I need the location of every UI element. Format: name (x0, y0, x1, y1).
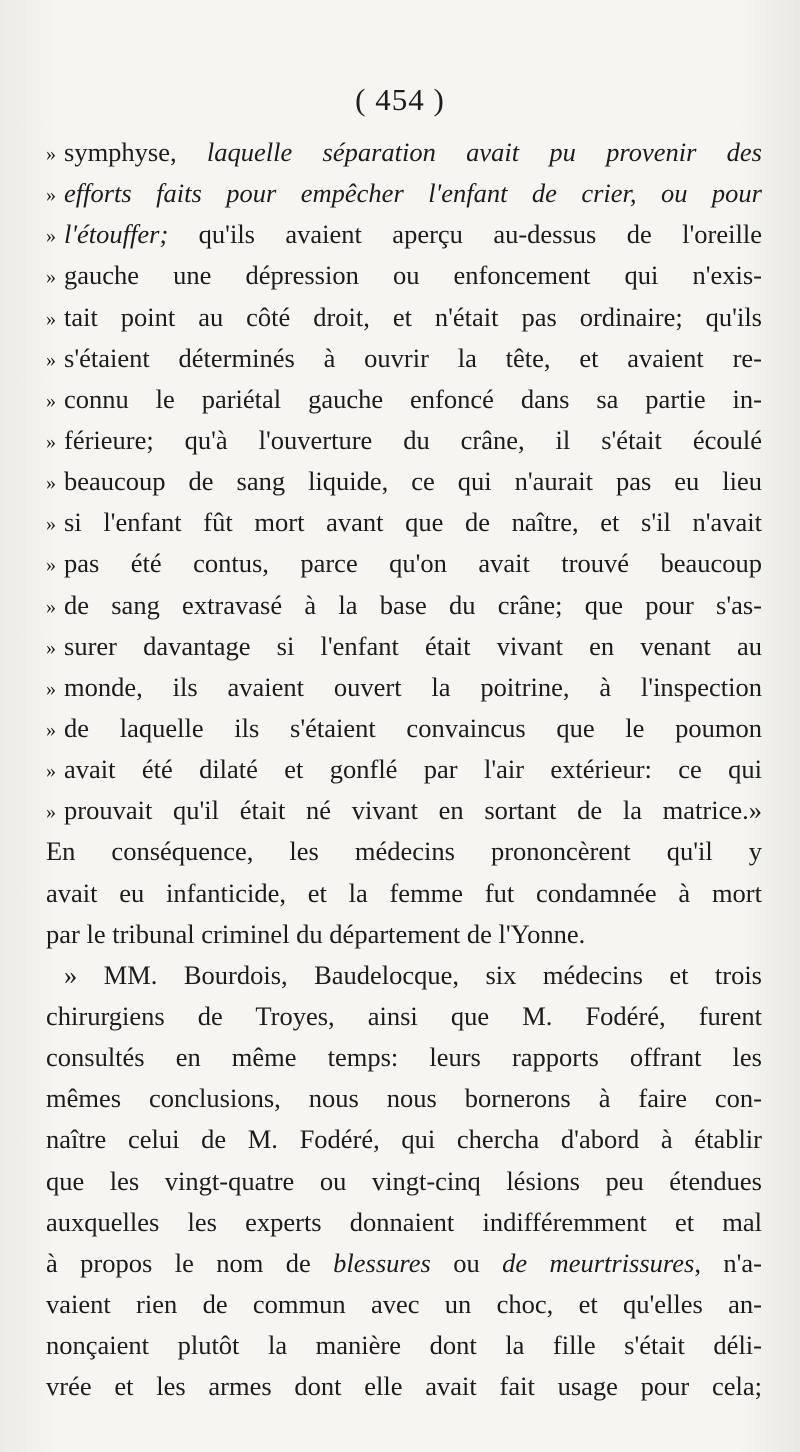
text-line (46, 132, 762, 173)
quote-mark: » (46, 266, 56, 289)
text-line (46, 379, 762, 420)
text-run: beaucoup de sang liquide, ce qui n'aurait pas eu lieu (64, 466, 762, 497)
text-line (46, 955, 762, 996)
quote-mark: » (46, 595, 56, 618)
text-run: gauche une dépression ou enfoncement qui n'exis- (64, 260, 762, 291)
text-line (46, 1037, 762, 1078)
text-run: que les vingt-quatre ou vingt-cinq lésions peu étendues (46, 1165, 762, 1196)
quote-mark: » (46, 472, 56, 495)
text-run: monde, ils avaient ouvert la poitrine, à l'inspection (64, 671, 762, 702)
text-line (46, 790, 762, 831)
quote-mark: » (46, 225, 56, 248)
text-run: avait été dilaté et gonflé par l'air extérieur: ce qui (64, 754, 762, 785)
text-line (46, 338, 762, 379)
text-line (46, 873, 762, 914)
italic-text: de meurtrissures (502, 1247, 695, 1278)
quote-mark: » (46, 636, 56, 659)
quote-mark: » (46, 389, 56, 412)
text-run: de sang extravasé à la base du crâne; que pour s'as- (64, 589, 762, 620)
text-run: connu le pariétal gauche enfoncé dans sa partie in- (64, 383, 762, 414)
text-run: pas été contus, parce qu'on avait trouvé beaucoup (64, 548, 762, 579)
italic-text: l'étouffer; (64, 219, 169, 250)
text-line (46, 297, 762, 338)
quote-mark: » (46, 430, 56, 453)
text-run: En conséquence, les médecins prononcèrent qu'il y (46, 836, 762, 867)
italic-text: laquelle séparation avait pu provenir des (206, 137, 762, 167)
text-run: symphyse, (64, 137, 207, 167)
quote-mark: » (46, 513, 56, 536)
text-run: vaient rien de commun avec un choc, et qu'elles an- (46, 1288, 762, 1319)
text-run: qu'ils avaient aperçu au-dessus de l'oreille (168, 219, 762, 250)
text-line (46, 173, 762, 214)
text-line (46, 461, 762, 502)
text-line (46, 667, 762, 708)
text-line (46, 420, 762, 461)
text-line (46, 749, 762, 790)
text-line (46, 996, 762, 1037)
quote-mark: » (46, 143, 56, 165)
text-line (46, 1325, 762, 1366)
text-run: de laquelle ils s'étaient convaincus que le poumon (64, 712, 762, 743)
text-line (46, 1284, 762, 1325)
text-line (46, 543, 762, 584)
quote-mark: » (46, 554, 56, 577)
text-line (46, 1078, 762, 1119)
text-run: ou (430, 1247, 503, 1278)
text-run: prouvait qu'il était né vivant en sortant de la matrice.» (64, 795, 762, 826)
text-run: par le tribunal criminel du département de l'Yonne. (46, 918, 586, 949)
text-line (46, 255, 762, 296)
italic-text: blessures (333, 1247, 431, 1278)
text-line (46, 914, 762, 955)
text-run: consultés en même temps: leurs rapports offrant les (46, 1042, 762, 1073)
text-line (46, 1161, 762, 1202)
quote-mark: » (46, 677, 56, 700)
quote-mark: » (46, 718, 56, 741)
text-line (46, 585, 762, 626)
body-text (46, 132, 762, 1407)
quote-mark: » (46, 348, 56, 371)
text-line (46, 626, 762, 667)
text-run: avait eu infanticide, et la femme fut condamnée à mort (46, 877, 762, 908)
text-line (46, 831, 762, 872)
text-run: , n'a- (694, 1247, 762, 1278)
text-run: mêmes conclusions, nous nous bornerons à faire con- (46, 1083, 762, 1114)
quote-mark: » (46, 801, 56, 824)
text-line (46, 1119, 762, 1160)
text-run: s'étaient déterminés à ouvrir la tête, et avaient re- (64, 342, 762, 373)
text-line (46, 1366, 762, 1407)
quote-mark: » (46, 307, 56, 330)
text-line (46, 502, 762, 543)
text-run: férieure; qu'à l'ouverture du crâne, il s'était écoulé (64, 424, 762, 455)
text-run: vrée et les armes dont elle avait fait usage pour cela; (46, 1371, 762, 1402)
text-run: » MM. Bourdois, Baudelocque, six médecins et trois (64, 959, 762, 990)
text-line (46, 708, 762, 749)
quote-mark: » (46, 184, 56, 207)
text-run: auxquelles les experts donnaient indifféremment et mal (46, 1206, 762, 1237)
text-line (46, 214, 762, 255)
page-number: ( 454 ) (355, 82, 445, 117)
text-run: surer davantage si l'enfant était vivant en venant au (64, 630, 762, 661)
text-run: à propos le nom de (46, 1247, 334, 1278)
text-run: tait point au côté droit, et n'était pas ordinaire; qu'ils (64, 301, 762, 332)
text-run: naître celui de M. Fodéré, qui chercha d'abord à établir (46, 1124, 762, 1155)
text-run: chirurgiens de Troyes, ainsi que M. Fodéré, furent (46, 1000, 762, 1031)
text-line (46, 1202, 762, 1243)
quote-mark: » (46, 760, 56, 783)
text-run: si l'enfant fût mort avant que de naître, et s'il n'avait (64, 507, 762, 538)
text-line (46, 1243, 762, 1284)
italic-text: efforts faits pour empêcher l'enfant de crier, ou pour (64, 178, 762, 209)
text-run: nonçaient plutôt la manière dont la fille s'était déli- (46, 1330, 762, 1361)
